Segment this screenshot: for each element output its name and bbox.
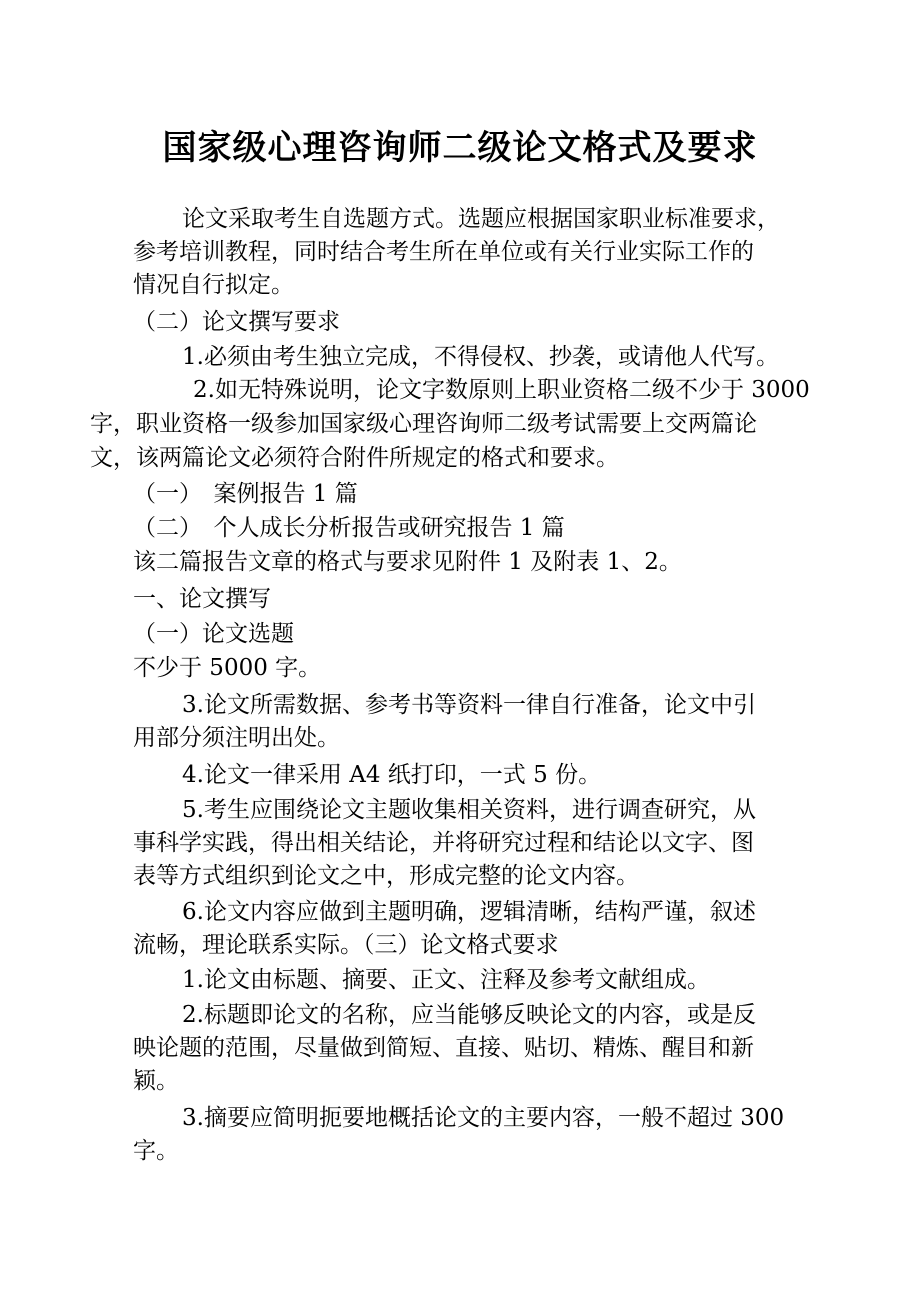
paragraph-line: 参考培训教程，同时结合考生所在单位或有关行业实际工作的 — [133, 239, 754, 265]
section-heading: 一、论文撰写 — [133, 586, 271, 612]
paragraph-line: 情况自行拟定。 — [133, 272, 294, 298]
paragraph-line: 3.摘要应简明扼要地概括论文的主要内容，一般不超过 300 — [182, 1105, 785, 1131]
paragraph-line: 字。 — [133, 1138, 179, 1164]
paragraph-line: 字，职业资格一级参加国家级心理咨询师二级考试需要上交两篇论 — [90, 411, 757, 437]
section-heading: （一）论文选题 — [133, 621, 294, 647]
paragraph-line: 1.必须由考生独立完成，不得侵权、抄袭，或请他人代写。 — [182, 344, 779, 370]
paragraph-line: 不少于 5000 字。 — [133, 655, 322, 681]
paragraph-line: 文，该两篇论文必须符合附件所规定的格式和要求。 — [90, 445, 619, 471]
paragraph-line: 表等方式组织到论文之中，形成完整的论文内容。 — [133, 863, 639, 889]
paragraph-line: 流畅，理论联系实际。（三）论文格式要求 — [133, 932, 559, 958]
document-title: 国家级心理咨询师二级论文格式及要求 — [162, 128, 758, 168]
paragraph-line: 用部分须注明出处。 — [133, 725, 340, 751]
list-item: （一） 案例报告 1 篇 — [133, 481, 358, 507]
paragraph-line: 6.论文内容应做到主题明确，逻辑清晰，结构严谨，叙述 — [182, 899, 756, 925]
paragraph-line: 事科学实践，得出相关结论，并将研究过程和结论以文字、图 — [133, 830, 754, 856]
list-item: （二） 个人成长分析报告或研究报告 1 篇 — [133, 515, 565, 541]
paragraph-line: 4.论文一律采用 A4 纸打印，一式 5 份。 — [182, 762, 602, 788]
paragraph-line: 2.如无特殊说明，论文字数原则上职业资格二级不少于 3000 — [193, 377, 810, 403]
paragraph-line: 5.考生应围绕论文主题收集相关资料，进行调查研究，从 — [182, 797, 756, 823]
paragraph-line: 颖。 — [133, 1068, 179, 1094]
paragraph-line: 映论题的范围，尽量做到简短、直接、贴切、精炼、醒目和新 — [133, 1035, 754, 1061]
paragraph-line: 论文采取考生自选题方式。选题应根据国家职业标准要求， — [182, 206, 780, 232]
paragraph-line: 3.论文所需数据、参考书等资料一律自行准备，论文中引 — [182, 692, 756, 718]
paragraph-line: 2.标题即论文的名称，应当能够反映论文的内容，或是反 — [182, 1002, 756, 1028]
paragraph-line: 1.论文由标题、摘要、正文、注释及参考文献组成。 — [182, 967, 710, 993]
paragraph-line: 该二篇报告文章的格式与要求见附件 1 及附表 1、2。 — [133, 549, 682, 575]
section-heading: （二）论文撰写要求 — [133, 309, 340, 335]
